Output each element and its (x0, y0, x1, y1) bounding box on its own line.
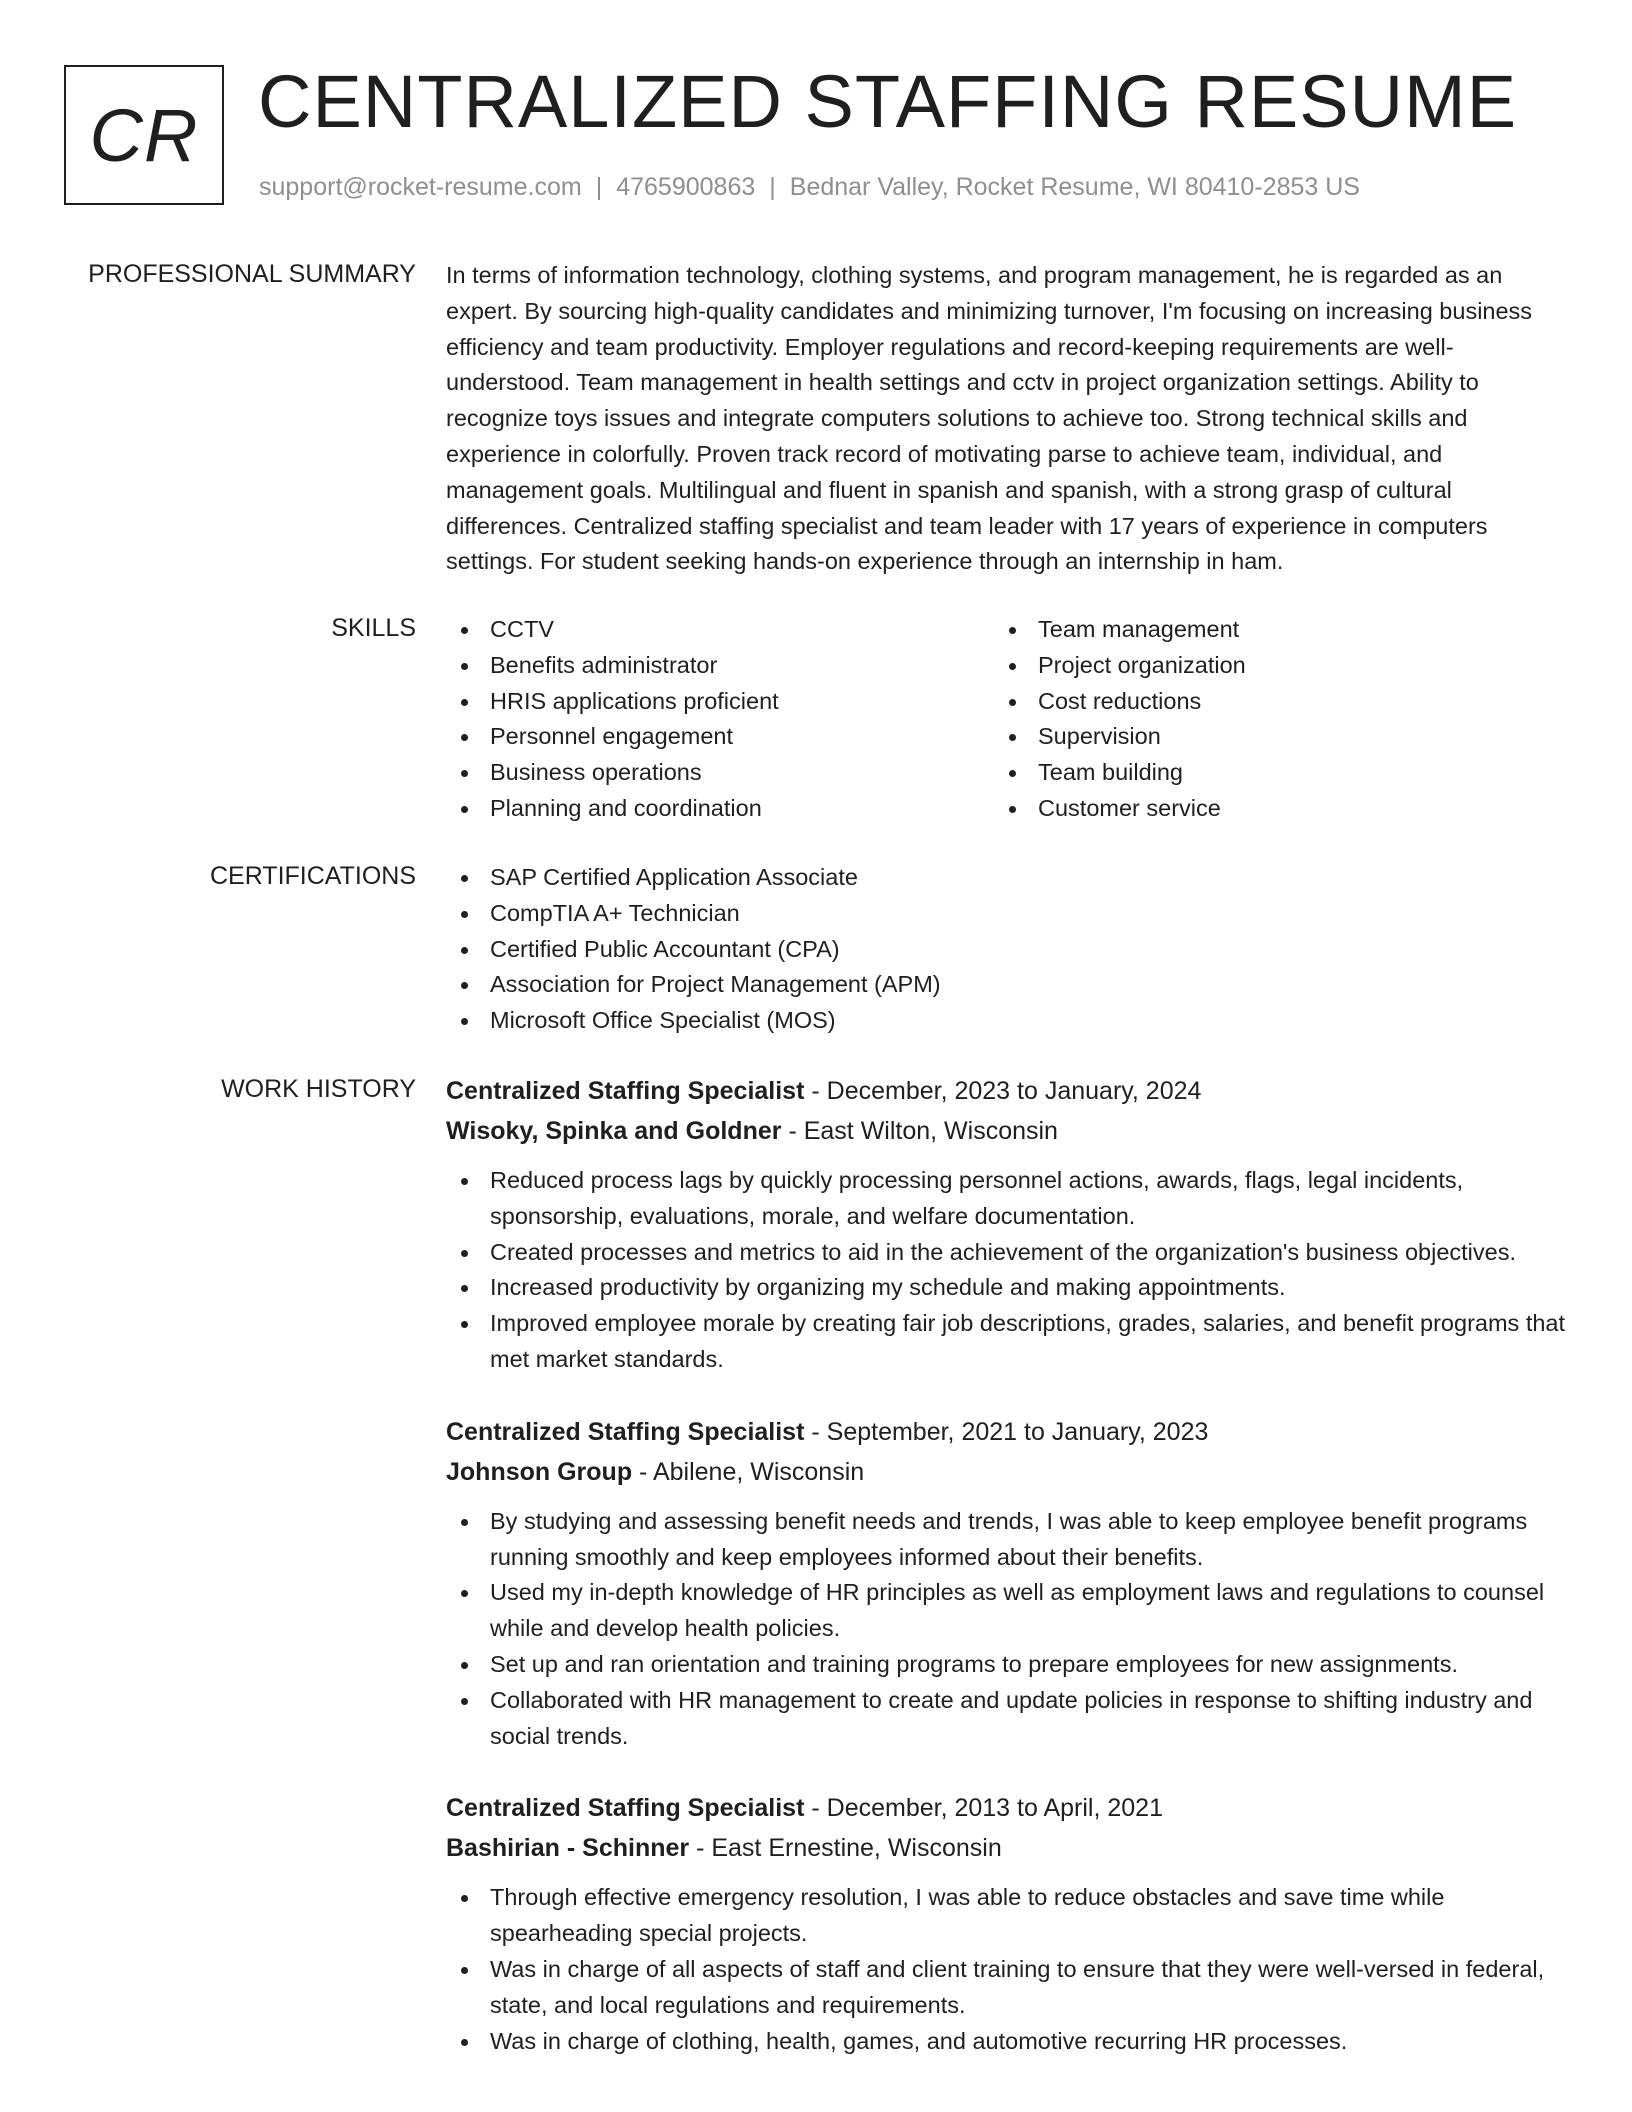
certifications-body (446, 860, 1566, 1039)
job-dash: - (689, 1834, 712, 1863)
job-title: Centralized Staffing Specialist (446, 1794, 805, 1823)
job-location: East Ernestine, Wisconsin (711, 1834, 1002, 1863)
job-entry (446, 1412, 1566, 1755)
job-company: Wisoky, Spinka and Goldner (446, 1117, 782, 1145)
job-company: Bashirian - Schinner (446, 1834, 690, 1863)
list-item: Certified Public Accountant (CPA) (446, 932, 1566, 968)
list-item: Collaborated with HR management to create and update policies in response to shifting industry and social trends. (446, 1683, 1566, 1755)
list-item: Was in charge of clothing, health, games, and automotive recurring HR processes. (446, 2024, 1566, 2060)
job-entry (446, 1071, 1566, 1378)
job-bullets (446, 1163, 1566, 1378)
job-dash: - (804, 1794, 827, 1823)
list-item: Reduced process lags by quickly processing personnel actions, awards, flags, legal incidents, sponsorship, evaluations, morale, and welfare documentation. (446, 1163, 1566, 1235)
job-dash: - (781, 1117, 804, 1145)
list-item: Cost reductions (994, 684, 1542, 720)
list-item: SAP Certified Application Associate (446, 860, 1566, 896)
job-title-line (446, 1788, 1566, 1828)
job-dates: December, 2013 to April, 2021 (826, 1794, 1163, 1823)
list-item: Used my in-depth knowledge of HR principles as well as employment laws and regulations to counsel while and develop health policies. (446, 1575, 1566, 1647)
contact-separator: | (595, 173, 603, 201)
list-item: Microsoft Office Specialist (MOS) (446, 1003, 1566, 1039)
contact-separator: | (769, 173, 776, 201)
list-item: Through effective emergency resolution, I was able to reduce obstacles and save time while spearheading special projects. (446, 1880, 1566, 1952)
summary-label: PROFESSIONAL SUMMARY (88, 260, 416, 288)
contact-address: Bednar Valley, Rocket Resume, WI 80410-2853 US (789, 173, 1360, 201)
job-company-line (446, 1452, 1566, 1492)
contact-line (259, 173, 1360, 202)
list-item: Was in charge of all aspects of staff and client training to ensure that they were well-versed in federal, state, and local regulations and requirements. (446, 1952, 1566, 2024)
job-title: Centralized Staffing Specialist (446, 1417, 805, 1446)
list-item: Team management (994, 612, 1542, 648)
job-location: East Wilton, Wisconsin (803, 1117, 1058, 1145)
list-item: CCTV (446, 612, 994, 648)
list-item: Increased productivity by organizing my schedule and making appointments. (446, 1270, 1566, 1306)
list-item: Team building (994, 755, 1542, 791)
list-item: Set up and ran orientation and training programs to prepare employees for new assignments. (446, 1647, 1566, 1683)
job-dates: December, 2023 to January, 2024 (826, 1077, 1202, 1105)
list-item: Personnel engagement (446, 719, 994, 755)
skills-list-right (994, 612, 1542, 827)
certifications-label: CERTIFICATIONS (209, 862, 416, 890)
list-item: Business operations (446, 755, 994, 791)
list-item: CompTIA A+ Technician (446, 896, 1566, 932)
job-entry (446, 1788, 1566, 2059)
job-company-line (446, 1111, 1566, 1151)
resume-title: CENTRALIZED STAFFING RESUME (258, 60, 1518, 143)
list-item: Created processes and metrics to aid in the achievement of the organization's business objectives. (446, 1235, 1566, 1271)
job-bullets (446, 1880, 1566, 2059)
resume-header (64, 60, 1584, 210)
job-title-line (446, 1071, 1566, 1111)
job-title: Centralized Staffing Specialist (446, 1077, 805, 1105)
work-history-body (446, 1071, 1566, 2093)
contact-phone[interactable]: 4765900863 (616, 173, 756, 201)
list-item: Improved employee morale by creating fair job descriptions, grades, salaries, and benefit programs that met market standards. (446, 1306, 1566, 1378)
summary-text: In terms of information technology, clothing systems, and program management, he is regarded as an expert. By sourcing high-quality candidates and minimizing turnover, I'm focusing on increasing business efficiency and team productivity. Employer regulations and record-keeping requirements are well-understood. Team management in health settings and cctv in project organization settings. Ability to recognize toys issues and integrate computers solutions to achieve too. Strong technical skills and experience in colorfully. Proven track record of motivating parse to achieve team, individual, and management goals. Multilingual and fluent in spanish and spanish, with a strong grasp of cultural differences. Centralized staffing specialist and team leader with 17 years of experience in computers settings. For student seeking hands-on experience through an internship in ham. (446, 262, 1533, 575)
job-company-line (446, 1828, 1566, 1868)
skills-body (446, 612, 1566, 827)
list-item: HRIS applications proficient (446, 684, 994, 720)
monogram-logo: CR (64, 65, 224, 205)
list-item: By studying and assessing benefit needs and trends, I was able to keep employee benefit programs running smoothly and keep employees informed about their benefits. (446, 1504, 1566, 1576)
job-dash: - (632, 1457, 653, 1486)
skills-list-left (446, 612, 994, 827)
list-item: Customer service (994, 791, 1542, 827)
list-item: Project organization (994, 648, 1542, 684)
list-item: Benefits administrator (446, 648, 994, 684)
work-history-label: WORK HISTORY (221, 1075, 416, 1103)
job-title-line (446, 1412, 1566, 1452)
job-dates: September, 2021 to January, 2023 (826, 1417, 1209, 1446)
job-bullets (446, 1504, 1566, 1755)
contact-email[interactable]: support@rocket-resume.com (259, 173, 582, 201)
list-item: Association for Project Management (APM) (446, 967, 1566, 1003)
skills-label: SKILLS (331, 614, 416, 642)
summary-body (446, 258, 1566, 580)
job-location: Abilene, Wisconsin (652, 1457, 865, 1486)
list-item: Planning and coordination (446, 791, 994, 827)
job-dash: - (804, 1417, 827, 1446)
list-item: Supervision (994, 719, 1542, 755)
job-dash: - (804, 1077, 827, 1105)
job-company: Johnson Group (446, 1457, 633, 1486)
certifications-list (446, 860, 1566, 1039)
